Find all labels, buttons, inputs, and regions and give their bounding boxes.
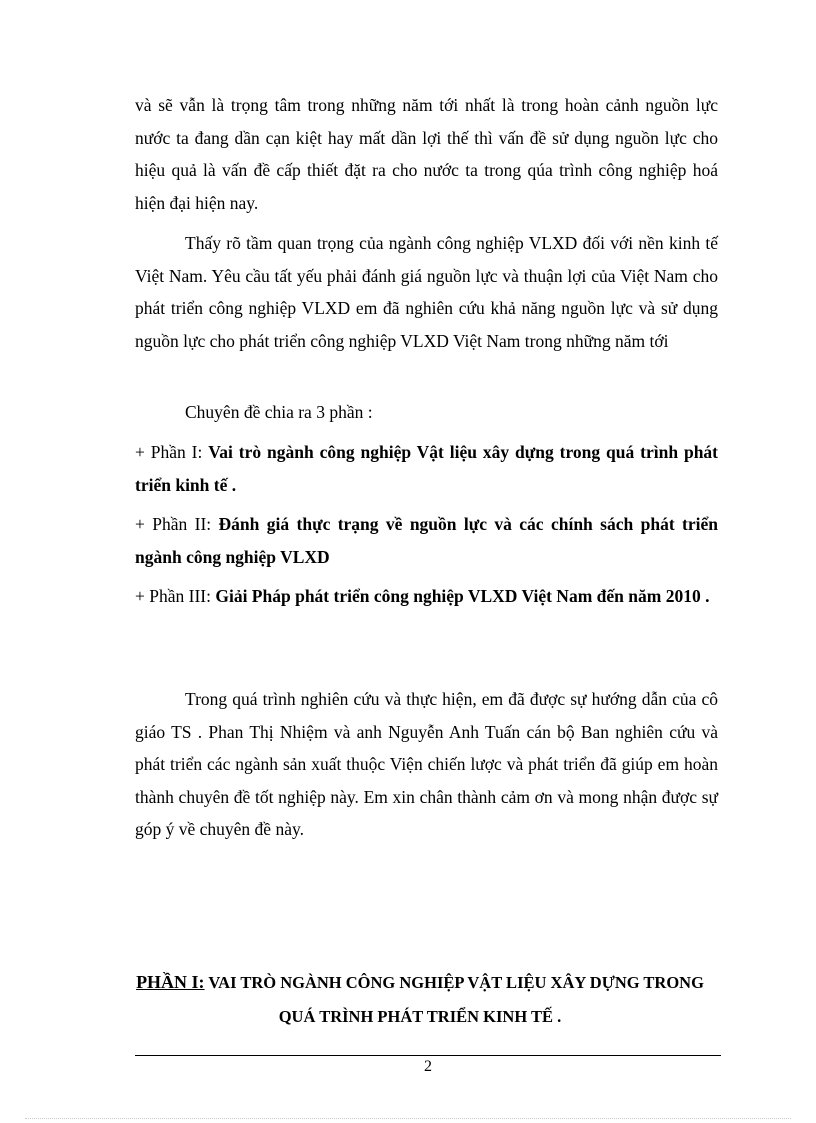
purpose-paragraph: Thấy rõ tầm quan trọng của ngành công nghiệp VLXD đối với nền kinh tế Việt Nam. Yêu cầu tất yếu phải đánh giá nguồn lực và thuận lợi của Việt Nam cho phát triển công nghiệp VLXD em đã nghiên cứu khả năng nguồn lực và sử dụng nguồn lực cho phát triển công nghiệp VLXD Việt Nam trong những năm tới xyxy=(135,233,718,351)
part-3-label: + Phần III: xyxy=(135,586,216,606)
part-1-title: Vai trò ngành công nghiệp Vật liệu xây dựng trong quá trình phát triển kinh tế . xyxy=(135,442,719,495)
section-heading-lead: PHẦN I: xyxy=(136,972,205,992)
part-2-item xyxy=(135,508,718,573)
section-heading-title: VAI TRÒ NGÀNH CÔNG NGHIỆP VẬT LIỆU XÂY DỰNG TRONG QUÁ TRÌNH PHÁT TRIỂN KINH TẾ . xyxy=(204,973,704,1026)
page-edge-divider xyxy=(25,1118,791,1119)
part-3-item xyxy=(135,580,718,613)
part-1-label: + Phần I: xyxy=(135,442,209,462)
structure-paragraph: Chuyên đề chia ra 3 phần : xyxy=(185,402,373,422)
footer-rule xyxy=(135,1055,721,1056)
part-1-item xyxy=(135,436,718,501)
intro-paragraph: và sẽ vẫn là trọng tâm trong những năm tới nhất là trong hoàn cảnh nguồn lực nước ta đang dần cạn kiệt hay mất dần lợi thế thì vấn đề sử dụng nguồn lực cho hiệu quả là vấn đề cấp thiết đặt ra cho nước ta trong qúa trình công nghiệp hoá hiện đại hiện nay. xyxy=(135,95,718,213)
part-3-title: Giải Pháp phát triển công nghiệp VLXD Việt Nam đến năm 2010 . xyxy=(215,586,710,606)
acknowledgement-paragraph: Trong quá trình nghiên cứu và thực hiện, em đã được sự hướng dẫn của cô giáo TS . Phan Thị Nhiệm và anh Nguyễn Anh Tuấn cán bộ Ban nghiên cứu và phát triển các ngành sản xuất thuộc Viện chiến lược và phát triển đã giúp em hoàn thành chuyên đề tốt nghiệp này. Em xin chân thành cảm ơn và mong nhận được sự góp ý về chuyên đề này. xyxy=(135,689,718,839)
part-2-title: Đánh giá thực trạng về nguồn lực và các chính sách phát triển ngành công nghiệp VLXD xyxy=(135,514,718,567)
page-number: 2 xyxy=(424,1058,432,1075)
section-heading xyxy=(120,965,720,1034)
part-2-label: + Phần II: xyxy=(135,514,219,534)
